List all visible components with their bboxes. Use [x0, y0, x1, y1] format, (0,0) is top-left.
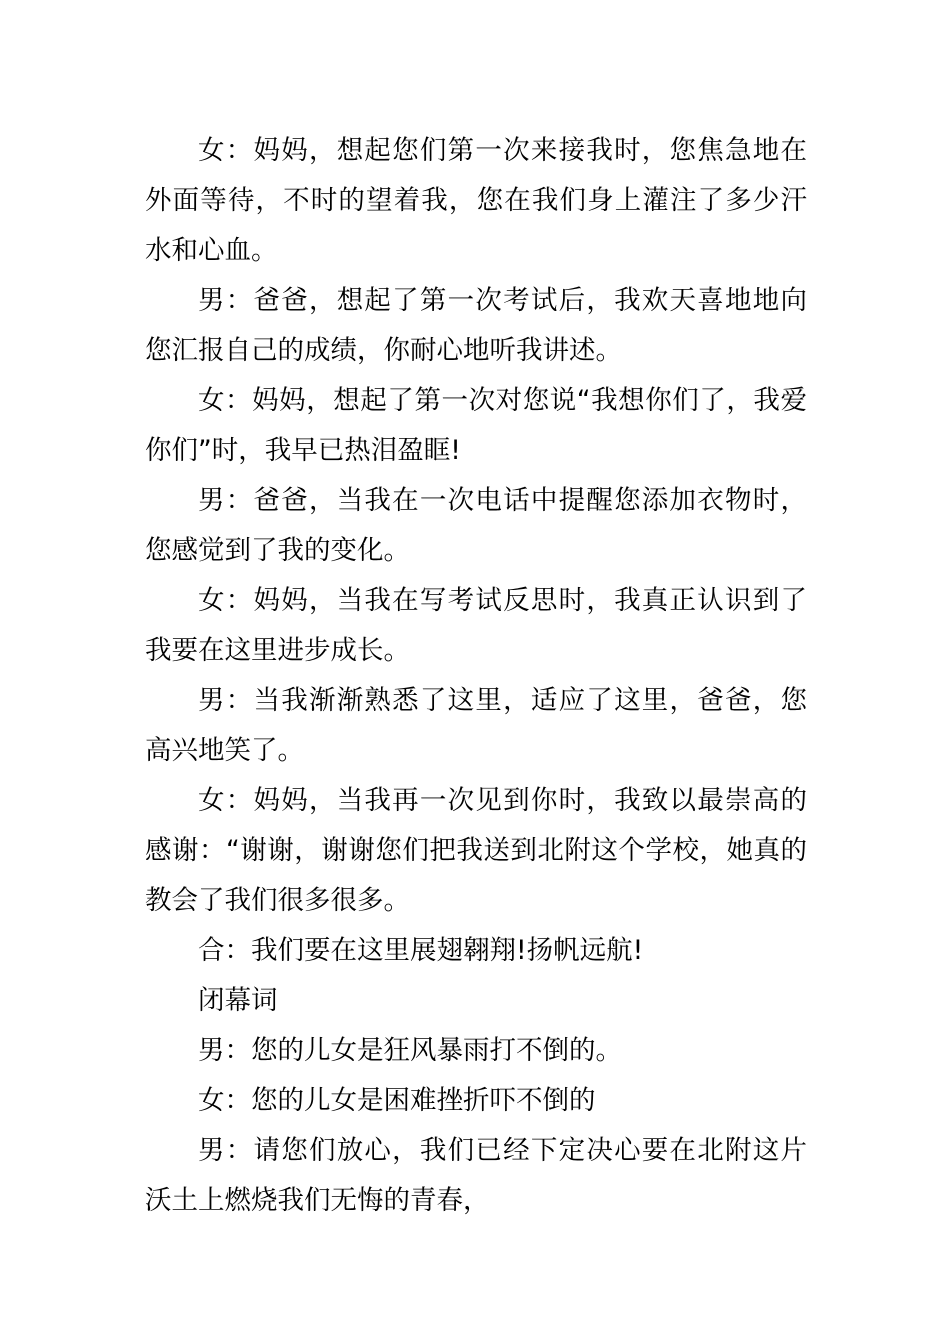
dialogue-paragraph-9: 男：您的儿女是狂风暴雨打不倒的。	[198, 1035, 622, 1066]
dialogue-paragraph-3: 女：妈妈，想起了第一次对您说“我想你们了，我爱你们”时，我早已热泪盈眶!	[145, 385, 807, 466]
dialogue-paragraph-11: 男：请您们放心，我们已经下定决心要在北附这片沃土上燃烧我们无悔的青春，	[145, 1135, 807, 1216]
dialogue-paragraph-1: 女：妈妈，想起您们第一次来接我时，您焦急地在外面等待，不时的望着我，您在我们身上灌注了多少汗水和心血。	[145, 135, 807, 266]
dialogue-paragraph-6: 男：当我渐渐熟悉了这里，适应了这里，爸爸，您高兴地笑了。	[145, 685, 807, 766]
document-page	[145, 126, 807, 1226]
dialogue-paragraph-2: 男：爸爸，想起了第一次考试后，我欢天喜地地向您汇报自己的成绩，你耐心地听我讲述。	[145, 285, 807, 366]
dialogue-paragraph-8: 合：我们要在这里展翅翱翔!扬帆远航!	[198, 935, 644, 966]
section-heading-closing: 闭幕词	[198, 985, 278, 1016]
dialogue-paragraph-10: 女：您的儿女是困难挫折吓不倒的	[198, 1085, 596, 1116]
dialogue-paragraph-4: 男：爸爸，当我在一次电话中提醒您添加衣物时，您感觉到了我的变化。	[145, 485, 807, 566]
dialogue-paragraph-5: 女：妈妈，当我在写考试反思时，我真正认识到了我要在这里进步成长。	[145, 585, 807, 666]
dialogue-paragraph-7: 女：妈妈，当我再一次见到你时，我致以最崇高的感谢：“谢谢，谢谢您们把我送到北附这个学校，她真的教会了我们很多很多。	[145, 785, 807, 916]
